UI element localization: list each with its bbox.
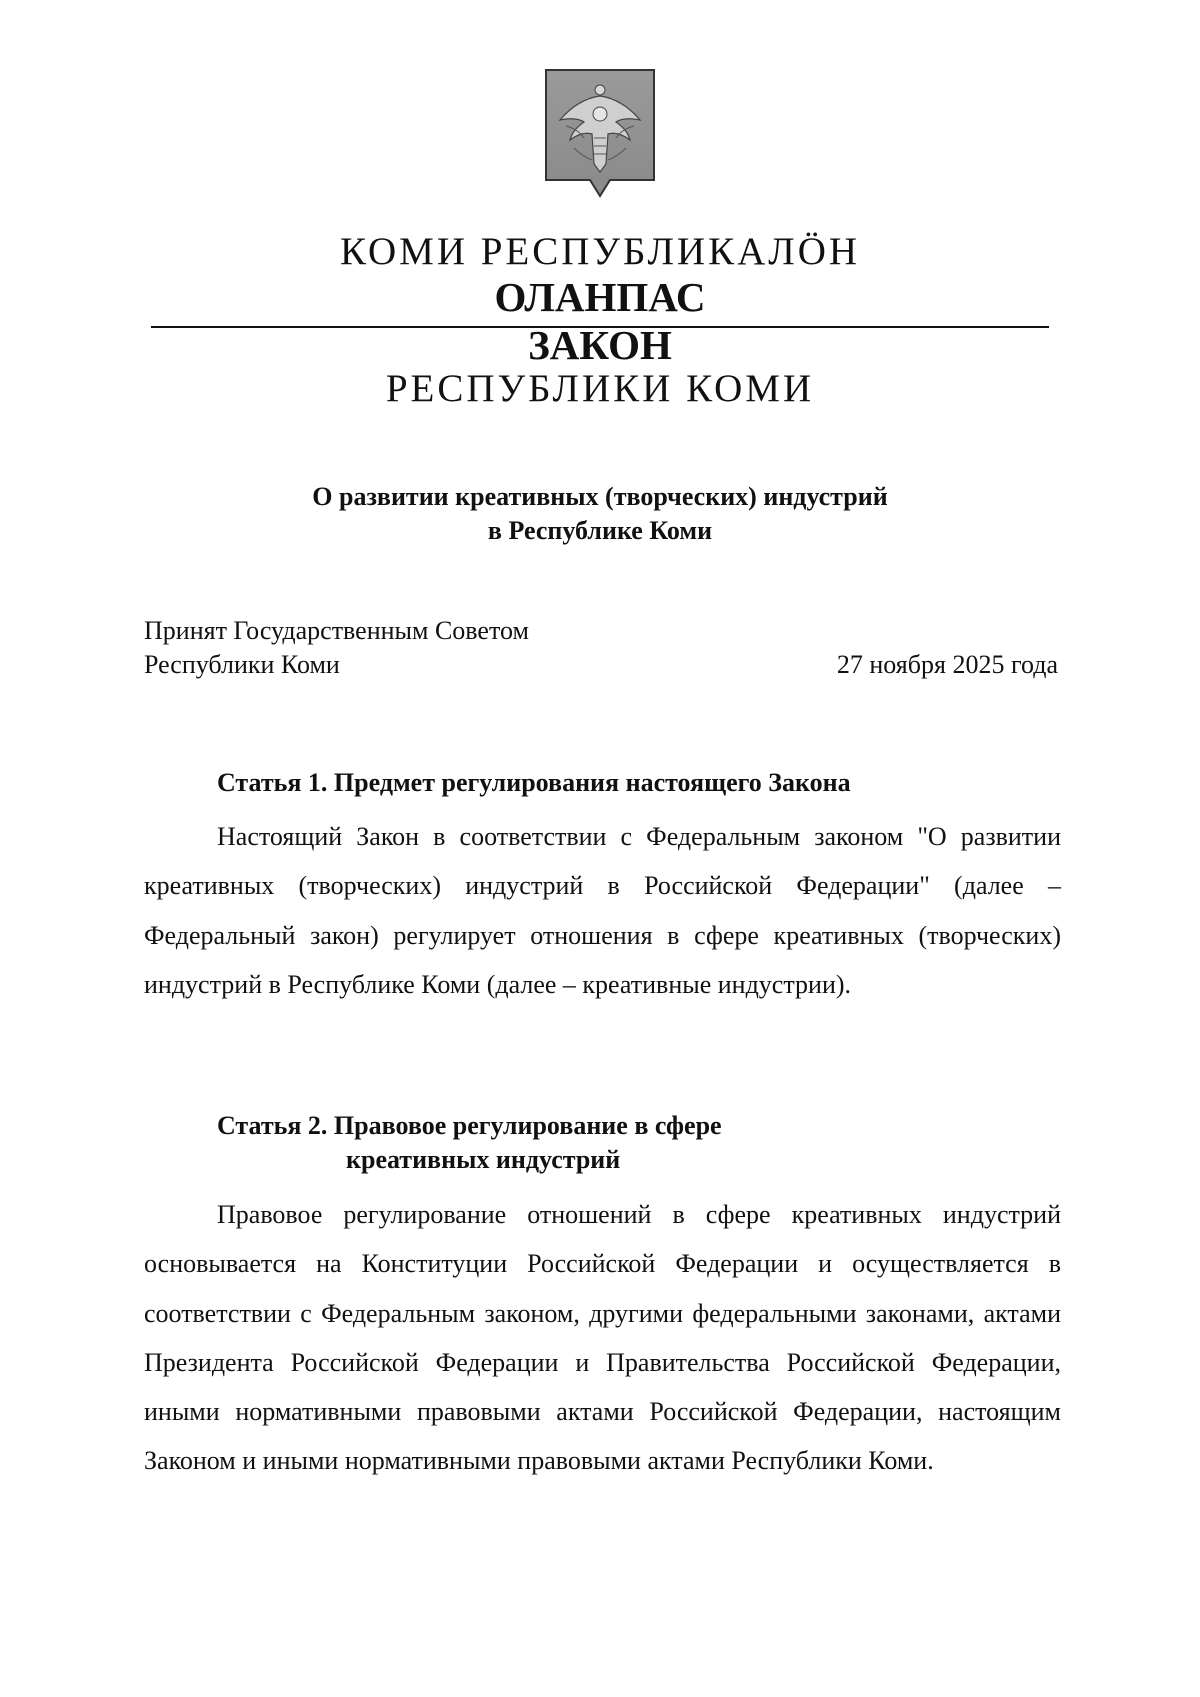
header-law: ЗАКОН bbox=[528, 322, 672, 368]
article-2-title-line1: Статья 2. Правовое регулирование в сфере bbox=[217, 1111, 722, 1140]
coat-of-arms-icon bbox=[544, 68, 656, 200]
article-2-text: Правовое регулирование отношений в сфере креативных индустрий основывается на Конституции Российской Федерации и осуществляется в соответствии с Федеральным законом, другими федеральными законами, актами Президента Российской Федерации и Правительства Российской Федерации, иными нормативными правовыми актами Российской Федерации, настоящим Законом и иными нормативными правовыми актами Республики Коми. bbox=[144, 1200, 1061, 1476]
header-komi-law: ОЛАНПАС bbox=[494, 274, 706, 320]
adoption-date: 27 ноября 2025 года bbox=[836, 650, 1058, 679]
adoption-line1: Принят Государственным Советом bbox=[144, 616, 529, 645]
header-komi-republic: КОМИ РЕСПУБЛИКАЛӦН bbox=[339, 230, 861, 273]
adoption-body bbox=[144, 614, 529, 682]
header-republic-komi: РЕСПУБЛИКИ КОМИ bbox=[385, 367, 815, 410]
article-1-text: Настоящий Закон в соответствии с Федеральным законом "О развитии креативных (творческих) индустрий в Российской Федерации" (далее – Федеральный закон) регулирует отношения в сфере креативных (творческих) индустрий в Республике Коми (далее – креативные индустрии). bbox=[144, 822, 1061, 999]
adoption-line2: Республики Коми bbox=[144, 650, 340, 679]
article-2-title-line2: креативных индустрий bbox=[346, 1145, 621, 1174]
article-1-title: Статья 1. Предмет регулирования настоящего Закона bbox=[217, 768, 851, 797]
law-title-line1: О развитии креативных (творческих) индустрий bbox=[312, 482, 888, 511]
law-title-line2: в Республике Коми bbox=[487, 516, 713, 545]
